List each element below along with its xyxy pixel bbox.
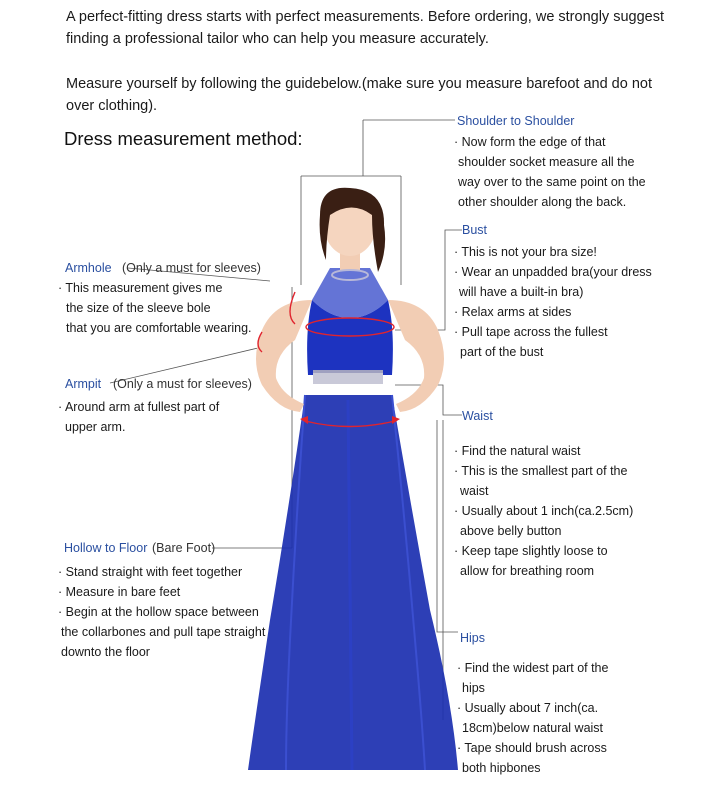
hollow-line-5: downto the floor [61,645,150,659]
label-armpit: Armpit [65,377,102,391]
bust-line-5: · Pull tape across the fullest [454,325,608,339]
page-heading: Dress measurement method: [64,128,303,149]
waist-line-1: · Find the natural waist [454,444,581,458]
bust-line-3: will have a built-in bra) [459,285,584,299]
hollow-line-3: · Begin at the hollow space between [58,605,259,619]
waist-line-7: allow for breathing room [460,564,595,578]
armpit-line-1: · Around arm at fullest part of [58,400,220,414]
label-hollow: Hollow to Floor [64,541,148,555]
armhole-line-3: that you are comfortable wearing. [66,321,252,335]
hips-line-4: 18cm)below natural waist [462,721,604,735]
hips-line-5: · Tape should brush across [457,741,607,755]
shoulder-line-3: way over to the same point on the [458,175,646,189]
armpit-line-2: upper arm. [65,420,126,434]
shoulder-line-2: shoulder socket measure all the [458,155,635,169]
armhole-line-1: · This measurement gives me [58,281,223,295]
intro-line-2: finding a professional tailor who can help you measure accurately. [66,31,489,47]
hips-line-3: · Usually about 7 inch(ca. [457,701,599,715]
waist-line-3: waist [460,484,489,498]
dress-model-figure [248,188,458,770]
hollow-line-1: · Stand straight with feet together [58,565,243,579]
bust-line-2: · Wear an unpadded bra(your dress [454,265,652,279]
waist-line-5: above belly button [460,524,562,538]
shoulder-line-1: · Now form the edge of that [454,135,606,149]
label-shoulder: Shoulder to Shoulder [457,114,575,128]
label-hips: Hips [460,631,486,645]
bust-line-6: part of the bust [460,345,544,359]
hips-line-2: hips [462,681,485,695]
waist-line-2: · This is the smallest part of the [454,464,628,478]
intro-line-4: over clothing). [66,98,158,114]
intro-line-1: A perfect-fitting dress starts with perfect measurements. Before ordering, we strongly suggest [66,9,664,25]
label-waist: Waist [462,409,493,423]
hips-line-1: · Find the widest part of the [457,661,609,675]
hollow-note: (Bare Foot) [152,541,216,555]
armhole-line-2: the size of the sleeve bole [66,301,211,315]
waist-line-6: · Keep tape slightly loose to [454,544,608,558]
bust-line-1: · This is not your bra size! [454,245,597,259]
intro-line-3: Measure yourself by following the guidebelow.(make sure you measure barefoot and do not [66,76,652,92]
bust-line-4: · Relax arms at sides [454,305,572,319]
hips-line-6: both hipbones [462,761,541,775]
shoulder-line-4: other shoulder along the back. [458,195,627,209]
hollow-line-2: · Measure in bare feet [58,585,181,599]
waist-line-4: · Usually about 1 inch(ca.2.5cm) [454,504,634,518]
armpit-note: (Only a must for sleeves) [113,377,252,391]
hollow-line-4: the collarbones and pull tape straight [61,625,266,639]
armhole-note: (Only a must for sleeves) [122,261,261,275]
label-armhole: Armhole [65,261,112,275]
label-bust: Bust [462,223,488,237]
